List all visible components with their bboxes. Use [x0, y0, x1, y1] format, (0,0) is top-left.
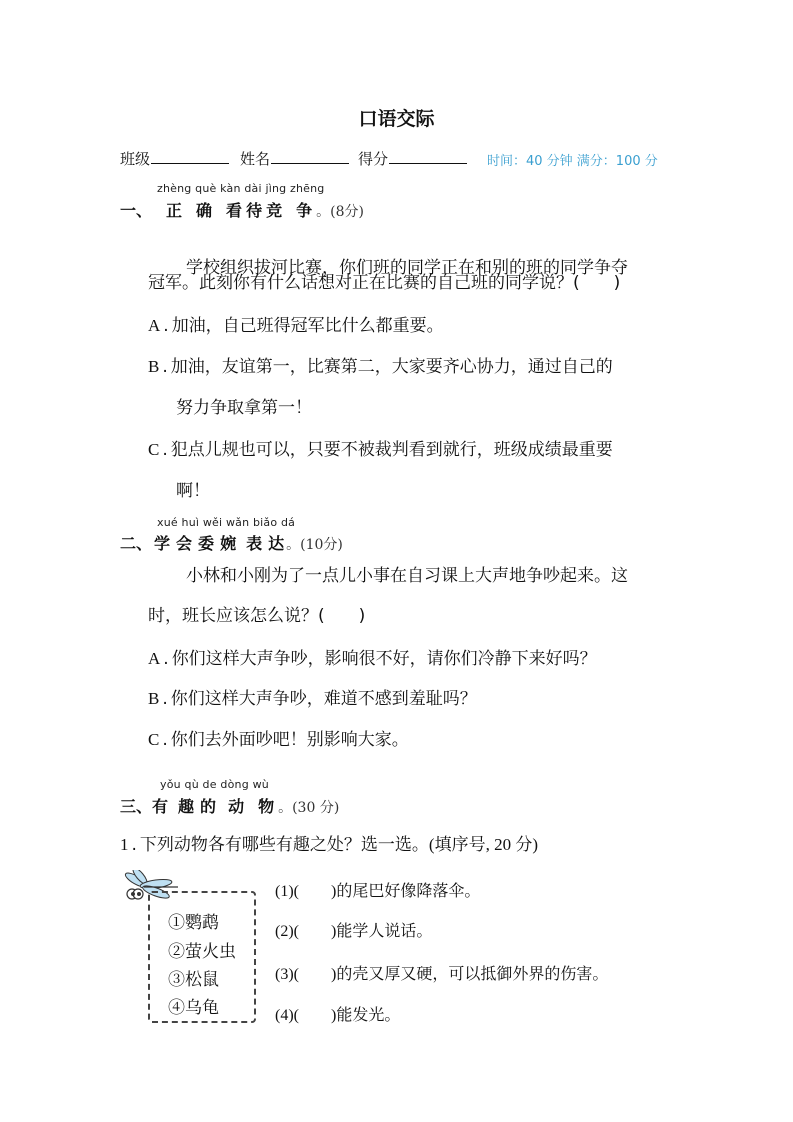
- section-1-option-b-line2: 努力争取拿第一！: [176, 398, 312, 418]
- animal-option-2: ②萤火虫: [168, 942, 236, 962]
- section-2-option-b[interactable]: B . 你们这样大声争吵，难道不感到羞耻吗？: [148, 689, 477, 709]
- section-score: 。(8分): [316, 204, 364, 220]
- section-3-heading: 三、有 趣 的 动 物 。(30 分): [120, 797, 340, 816]
- section-2-option-a[interactable]: A . 你们这样大声争吵，影响很不好，请你们冷静下来好吗？: [148, 649, 597, 669]
- page-title: 口语交际: [358, 108, 435, 130]
- section-1-heading: 一、 正 确 看 待 竞 争 。(8分): [120, 201, 364, 220]
- score-field[interactable]: [358, 148, 467, 169]
- question-note: (填序号, 20 分): [428, 835, 538, 854]
- section-2-heading: 二、 学 会 委 婉 表 达 。(10分): [120, 534, 343, 553]
- class-label: 班级: [120, 150, 151, 168]
- fill-item-1[interactable]: (1)( )的尾巴好像降落伞。: [275, 881, 481, 900]
- section-1-option-c-line2: 啊！: [176, 481, 210, 501]
- section-1-option-c[interactable]: C . 犯点儿规也可以，只要不被裁判看到就行，班级成绩最重要: [148, 440, 613, 460]
- time-score-meta: 时间：40 分钟 满分：100 分: [487, 154, 658, 169]
- section-number: 二、: [120, 534, 153, 553]
- section-2-option-c[interactable]: C . 你们去外面吵吧！别影响大家。: [148, 730, 409, 750]
- section-2-prompt-line2: 时，班长应该怎么说？( ): [148, 606, 366, 626]
- section-score: 。(30 分): [278, 800, 340, 816]
- class-field[interactable]: [120, 148, 229, 169]
- score-label: 得分: [358, 150, 389, 168]
- question-1: 1 . 下列动物各有哪些有趣之处？选一选。(填序号, 20 分): [120, 835, 538, 855]
- name-field[interactable]: [240, 148, 349, 169]
- animal-option-1: ①鹦鹉: [168, 913, 219, 933]
- fill-item-4[interactable]: (4)( )能发光。: [275, 1005, 401, 1024]
- class-blank[interactable]: [151, 149, 229, 164]
- fill-item-2[interactable]: (2)( )能学人说话。: [275, 921, 433, 940]
- section-3-pinyin: yǒu qù de dòng wù: [160, 778, 269, 791]
- score-blank[interactable]: [389, 149, 467, 164]
- name-label: 姓名: [240, 150, 271, 168]
- animal-option-3: ③松鼠: [168, 970, 219, 990]
- fill-item-3[interactable]: (3)( )的壳又厚又硬，可以抵御外界的伤害。: [275, 964, 609, 983]
- section-score: 。(10分): [286, 537, 343, 553]
- section-1-prompt-line2: 冠军。此刻你有什么话想对正在比赛的自己班的同学说？( ): [148, 273, 621, 293]
- section-1-option-a[interactable]: A . 加油，自己班得冠军比什么都重要。: [148, 316, 444, 336]
- section-2-pinyin: xué huì wěi wǎn biǎo dá: [157, 516, 296, 529]
- section-1-pinyin: zhèng què kàn dài jìng zhēng: [157, 182, 325, 195]
- animal-option-4: ④乌龟: [168, 998, 219, 1018]
- section-number: 三、: [120, 797, 153, 816]
- section-2-prompt-line1: 小林和小刚为了一点儿小事在自习课上大声地争吵起来。这: [186, 566, 628, 586]
- section-1-prompt-line1: 学校组织拔河比赛，你们班的同学正在和别的班的同学争夺: [186, 258, 628, 278]
- name-blank[interactable]: [271, 149, 349, 164]
- section-number: 一、: [120, 201, 153, 220]
- section-1-option-b[interactable]: B . 加油，友谊第一，比赛第二，大家要齐心协力，通过自己的: [148, 357, 613, 377]
